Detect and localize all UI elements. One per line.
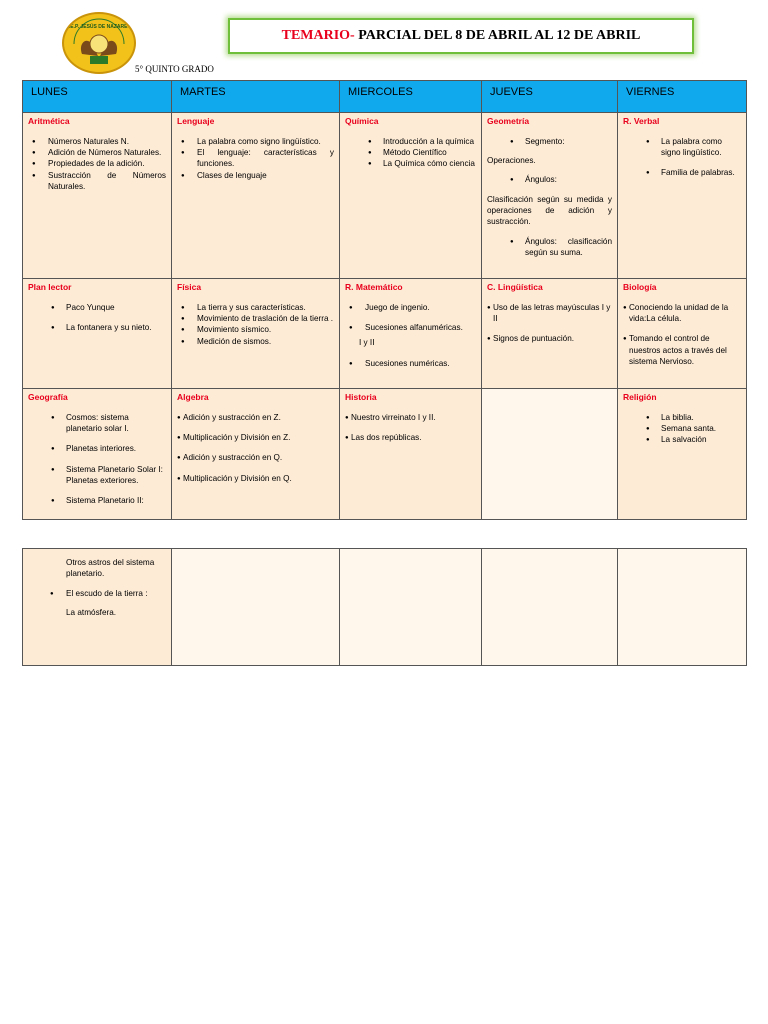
list-item: ● La Química cómo ciencia bbox=[345, 158, 476, 169]
table-row bbox=[23, 113, 747, 279]
cell-religion bbox=[618, 389, 747, 520]
paragraph: La atmósfera. bbox=[66, 607, 117, 617]
empty-cell bbox=[340, 549, 482, 666]
list-item: ● Sucesiones numéricas. bbox=[345, 358, 476, 369]
empty-cell bbox=[482, 549, 618, 666]
list-item: ● Segmento: bbox=[487, 136, 612, 147]
cell-biologia bbox=[618, 279, 747, 389]
list-item: ● El lenguaje: características y funciones. bbox=[177, 147, 334, 170]
day-header-lunes: LUNES bbox=[23, 81, 172, 113]
list-item: ● Movimiento sísmico. bbox=[177, 324, 334, 335]
list-item: ● Juego de ingenio. bbox=[345, 302, 476, 313]
cell-aritmetica bbox=[23, 113, 172, 279]
list-item: ● Ángulos: clasificación según su suma. bbox=[487, 236, 612, 259]
header-row bbox=[23, 81, 747, 113]
list-item: ● El escudo de la tierra : bbox=[28, 588, 166, 599]
empty-cell bbox=[482, 389, 618, 520]
title-prefix: TEMARIO- bbox=[281, 28, 355, 43]
list-item: ● Movimiento de traslación de la tierra . bbox=[177, 313, 334, 324]
cell-algebra bbox=[172, 389, 340, 520]
day-header-miercoles: MIERCOLES bbox=[340, 81, 482, 113]
list-item: ● Ángulos: bbox=[487, 174, 612, 185]
subject-title: Geografía bbox=[28, 392, 68, 402]
table-row bbox=[23, 389, 747, 520]
grade-label: 5° QUINTO GRADO bbox=[135, 64, 214, 74]
school-logo bbox=[62, 12, 136, 74]
subject-title: Biología bbox=[623, 282, 657, 292]
list-item: ● Uso de las letras mayúsculas I y II bbox=[487, 302, 612, 325]
document-title bbox=[228, 18, 694, 54]
empty-cell bbox=[172, 549, 340, 666]
day-header-jueves: JUEVES bbox=[482, 81, 618, 113]
list-item: ● Propiedades de la adición. bbox=[28, 158, 166, 169]
cell-historia bbox=[340, 389, 482, 520]
subject-title: Religión bbox=[623, 392, 657, 402]
title-text: PARCIAL DEL 8 DE ABRIL AL 12 DE ABRIL bbox=[354, 28, 641, 43]
paragraph: Clasificación según su medida y operaciones de adición y sustracción. bbox=[487, 194, 612, 227]
cell-geometria bbox=[482, 113, 618, 279]
list-item: ● Introducción a la química bbox=[345, 136, 476, 147]
svg-text:I.E.P. JESÚS DE NAZARET: I.E.P. JESÚS DE NAZARET bbox=[67, 24, 131, 30]
list-item: ● Método Científico bbox=[345, 147, 476, 158]
subject-title: Física bbox=[177, 282, 202, 292]
list-item: ● Multiplicación y División en Q. bbox=[177, 473, 334, 484]
list-item: ● Las dos repúblicas. bbox=[345, 432, 476, 443]
list-item: ● Nuestro virreinato I y II. bbox=[345, 412, 476, 423]
list-item: ● La fontanera y su nieto. bbox=[28, 322, 166, 333]
list-item: ● Familia de palabras. bbox=[623, 167, 741, 178]
list-item: ● Clases de lenguaje bbox=[177, 170, 334, 181]
cell-geografia-continued bbox=[23, 549, 172, 666]
subject-title: C. Lingüística bbox=[487, 282, 543, 292]
list-item: ● Semana santa. bbox=[623, 423, 741, 434]
table-row bbox=[23, 549, 747, 666]
list-item: ● Multiplicación y División en Z. bbox=[177, 432, 334, 443]
subject-title: R. Verbal bbox=[623, 116, 660, 126]
list-item: ● Paco Yunque bbox=[28, 302, 166, 313]
list-item: ● Sustracción de Números Naturales. bbox=[28, 170, 166, 193]
subject-title: Química bbox=[345, 116, 379, 126]
list-item: ● Sucesiones alfanuméricas. bbox=[345, 322, 476, 333]
day-header-martes: MARTES bbox=[172, 81, 340, 113]
subject-title: Lenguaje bbox=[177, 116, 215, 126]
empty-cell bbox=[618, 549, 747, 666]
paragraph: I y II bbox=[359, 338, 375, 348]
schedule-table bbox=[22, 80, 747, 520]
cell-plan-lector bbox=[23, 279, 172, 389]
cell-r-matematico bbox=[340, 279, 482, 389]
list-item: ● La tierra y sus características. bbox=[177, 302, 334, 313]
list-item: ● Signos de puntuación. bbox=[487, 333, 612, 344]
day-header-viernes: VIERNES bbox=[618, 81, 747, 113]
list-item: ● Números Naturales N. bbox=[28, 136, 166, 147]
subject-title: Plan lector bbox=[28, 282, 72, 292]
list-item: ● La salvación bbox=[623, 434, 741, 445]
list-item: ● Adición y sustracción en Q. bbox=[177, 452, 334, 463]
list-item: ● Sistema Planetario II: bbox=[28, 495, 166, 506]
cell-quimica bbox=[340, 113, 482, 279]
list-item: ● La palabra como signo lingüístico. bbox=[623, 136, 741, 159]
paragraph: Operaciones. bbox=[487, 156, 536, 166]
list-item: ● La biblia. bbox=[623, 412, 741, 423]
table-row bbox=[23, 279, 747, 389]
list-item: ● Adición de Números Naturales. bbox=[28, 147, 166, 158]
list-item: ● Sistema Planetario Solar I: Planetas exteriores. bbox=[28, 464, 166, 487]
list-item: ● Planetas interiores. bbox=[28, 443, 166, 454]
list-item: ● Adición y sustracción en Z. bbox=[177, 412, 334, 423]
cell-lenguaje bbox=[172, 113, 340, 279]
cell-geografia bbox=[23, 389, 172, 520]
subject-title: Historia bbox=[345, 392, 377, 402]
subject-title: Geometría bbox=[487, 116, 530, 126]
cell-fisica bbox=[172, 279, 340, 389]
subject-title: Aritmética bbox=[28, 116, 70, 126]
list-item: ● Conociendo la unidad de la vida:La célula. bbox=[623, 302, 741, 325]
list-item: ● Medición de sismos. bbox=[177, 336, 334, 347]
list-item: ● La palabra como signo lingüístico. bbox=[177, 136, 334, 147]
subject-title: Algebra bbox=[177, 392, 209, 402]
cell-r-verbal bbox=[618, 113, 747, 279]
list-item: ● Cosmos: sistema planetario solar I. bbox=[28, 412, 166, 435]
paragraph: Otros astros del sistema planetario. bbox=[66, 558, 155, 579]
subject-title: R. Matemático bbox=[345, 282, 403, 292]
continuation-table bbox=[22, 548, 747, 666]
list-item: ● Tomando el control de nuestros actos a través del sistema Nervioso. bbox=[623, 333, 741, 367]
cell-c-linguistica bbox=[482, 279, 618, 389]
